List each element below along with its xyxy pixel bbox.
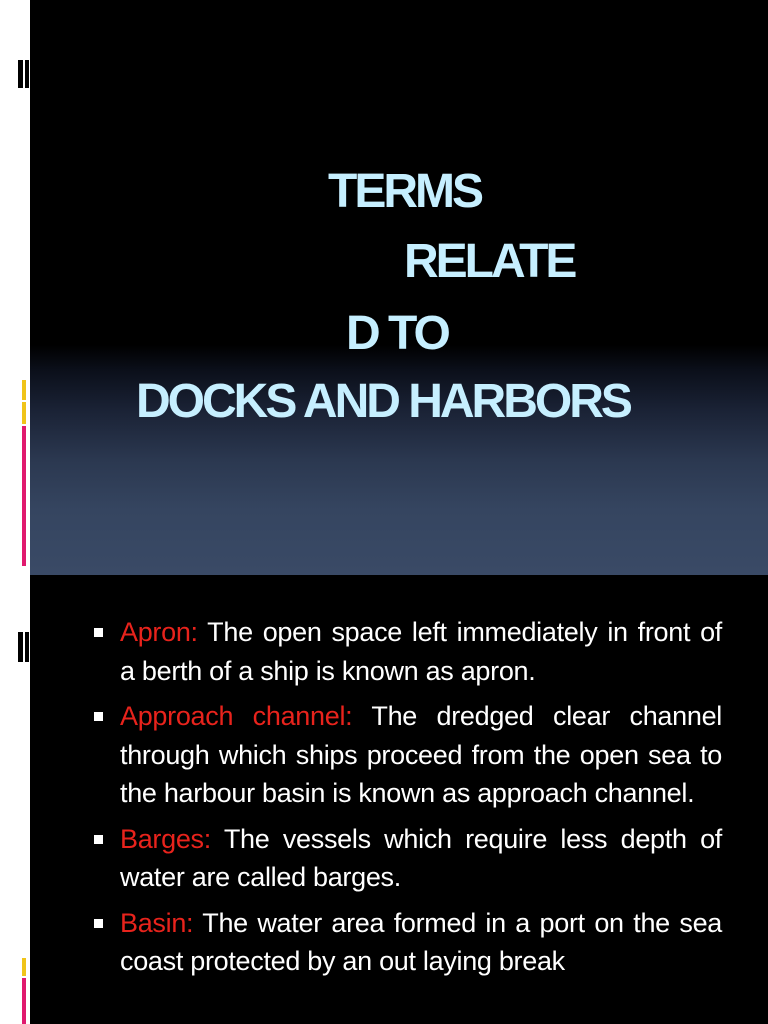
bullet-square-icon bbox=[94, 919, 103, 928]
title-slide bbox=[30, 0, 768, 575]
definition-text: The dredged clear channel through which ships proceed from the open sea to the harbour basin is known as approach channel. bbox=[120, 701, 722, 808]
slide-title-line: TERMS bbox=[328, 165, 481, 218]
edge-color-bar bbox=[22, 426, 26, 566]
definition-item bbox=[90, 613, 722, 690]
definition-item bbox=[90, 904, 722, 981]
bullet-square-icon bbox=[94, 628, 103, 637]
content-slide bbox=[30, 575, 768, 1024]
edge-marker bbox=[18, 632, 23, 662]
slide-title-line: DOCKS AND HARBORS bbox=[136, 375, 630, 428]
edge-color-bar bbox=[22, 380, 26, 400]
slide-title-line: RELATE bbox=[404, 235, 575, 288]
definition-term: Apron: bbox=[120, 617, 198, 647]
definition-text: The open space left immediately in front of a berth of a ship is known as apron. bbox=[120, 617, 722, 686]
edge-marker bbox=[18, 60, 23, 88]
edge-marker bbox=[25, 632, 29, 662]
definition-term: Basin: bbox=[120, 907, 194, 938]
edge-color-bar bbox=[22, 978, 26, 1024]
edge-marker bbox=[25, 60, 29, 88]
bullet-square-icon bbox=[94, 835, 103, 844]
edge-color-bar bbox=[22, 958, 26, 976]
definition-term: Approach channel: bbox=[120, 701, 353, 731]
definition-item bbox=[90, 697, 722, 813]
definition-list bbox=[90, 613, 722, 988]
definition-text: The vessels which require less depth of water are called barges. bbox=[120, 823, 722, 892]
definition-term: Barges: bbox=[120, 823, 211, 854]
definition-text: The water area formed in a port on the sea coast protected by an out laying break bbox=[120, 907, 722, 976]
slide-title-line: D TO bbox=[346, 307, 448, 360]
bullet-square-icon bbox=[94, 712, 103, 721]
definition-item bbox=[90, 820, 722, 897]
edge-color-bar bbox=[22, 402, 26, 424]
